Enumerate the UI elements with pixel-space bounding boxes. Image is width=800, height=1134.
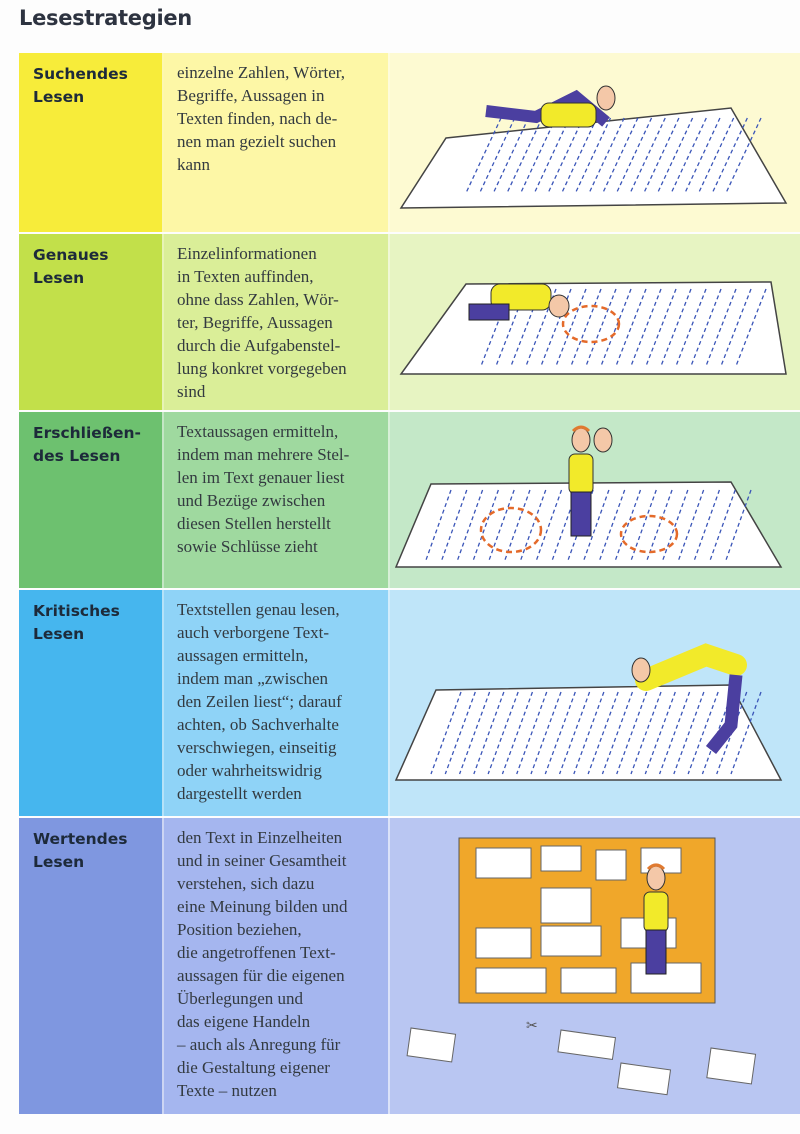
strategy-name-line: Erschließen- (33, 424, 141, 442)
strategy-name-line: Lesen (33, 625, 85, 643)
strategy-row (19, 234, 800, 410)
strategy-name-line: Suchendes (33, 65, 128, 83)
description-line: oder wahrheitswidrig (177, 761, 322, 780)
description-line: ohne dass Zahlen, Wör- (177, 290, 339, 309)
description-line: durch die Aufgabenstel- (177, 336, 341, 355)
description-line: das eigene Handeln (177, 1012, 311, 1031)
description-line: diesen Stellen herstellt (177, 514, 331, 533)
description-line: Textstellen genau lesen, (177, 600, 340, 619)
description-line: in Texten auffinden, (177, 267, 314, 286)
strategy-row (19, 412, 800, 588)
illustration-bending-reader (390, 590, 800, 816)
description-line: und in seiner Gesamtheit (177, 851, 347, 870)
description-line: kann (177, 155, 211, 174)
description-line: Texte – nutzen (177, 1081, 277, 1100)
head (572, 428, 590, 452)
strategy-name (19, 412, 164, 588)
illustration-two-headed-reader (390, 412, 800, 588)
trousers (646, 930, 666, 974)
strategy-name-line: Lesen (33, 269, 85, 287)
strategy-name-line: Wertendes (33, 830, 128, 848)
strategy-name (19, 590, 164, 816)
description-line: auch verborgene Text- (177, 623, 330, 642)
yellow-shirt (644, 892, 668, 932)
description-line: indem man „zwischen (177, 669, 329, 688)
paper-sheet (401, 282, 786, 374)
trousers (469, 304, 509, 320)
yellow-shirt (541, 103, 596, 127)
description-line: nen man gezielt suchen (177, 132, 337, 151)
strategy-name-line: Kritisches (33, 602, 120, 620)
description-line: Position beziehen, (177, 920, 302, 939)
illustration-searching-reader (390, 53, 800, 232)
description-line: ter, Begriffe, Aussagen (177, 313, 333, 332)
note-paper (596, 850, 626, 880)
strategy-name-line: Lesen (33, 853, 85, 871)
page-title: Lesestrategien (19, 6, 192, 30)
description-line: die Gestaltung eigener (177, 1058, 330, 1077)
yellow-shirt (646, 655, 736, 680)
scrap-paper (707, 1048, 756, 1084)
strategy-name (19, 818, 164, 1114)
strategy-description (164, 590, 390, 816)
scrap-paper (407, 1028, 455, 1062)
head (632, 658, 650, 682)
scrap-paper (558, 1030, 616, 1059)
second-head (594, 428, 612, 452)
strategy-description (164, 234, 390, 410)
description-line: Begriffe, Aussagen in (177, 86, 325, 105)
strategy-description (164, 412, 390, 588)
yellow-shirt (569, 454, 593, 494)
note-paper (541, 846, 581, 871)
note-paper (476, 968, 546, 993)
description-line: einzelne Zahlen, Wörter, (177, 63, 345, 82)
strategy-name-line: Lesen (33, 88, 85, 106)
description-line: eine Meinung bilden und (177, 897, 348, 916)
note-paper (561, 968, 616, 993)
strategy-name (19, 53, 164, 232)
description-line: len im Text genauer liest (177, 468, 345, 487)
strategy-row (19, 53, 800, 232)
head (549, 295, 569, 317)
strategy-row (19, 818, 800, 1114)
trousers (571, 492, 591, 536)
scrap-paper (618, 1063, 671, 1095)
reading-strategies-table (19, 53, 800, 1116)
description-line: indem man mehrere Stel- (177, 445, 350, 464)
strategy-row (19, 590, 800, 816)
description-line: und Bezüge zwischen (177, 491, 326, 510)
strategy-name (19, 234, 164, 410)
description-line: aussagen ermitteln, (177, 646, 309, 665)
note-paper (541, 926, 601, 956)
note-paper (476, 848, 531, 878)
description-line: die angetroffenen Text- (177, 943, 336, 962)
description-line: sind (177, 382, 206, 401)
strategy-description (164, 818, 390, 1114)
description-line: Einzelinformationen (177, 244, 317, 263)
description-line: den Zeilen liest“; darauf (177, 692, 342, 711)
description-line: verstehen, sich dazu (177, 874, 315, 893)
head (647, 866, 665, 890)
strategy-name-line: Genaues (33, 246, 109, 264)
note-paper (541, 888, 591, 923)
illustration-board-reader (390, 818, 800, 1114)
description-line: verschwiegen, einseitig (177, 738, 337, 757)
description-line: den Text in Einzelheiten (177, 828, 343, 847)
head (597, 86, 615, 110)
scissors-icon: ✂ (526, 1017, 538, 1033)
description-line: Texten finden, nach de- (177, 109, 338, 128)
note-paper (476, 928, 531, 958)
description-line: aussagen für die eigenen (177, 966, 345, 985)
description-line: achten, ob Sachverhalte (177, 715, 339, 734)
description-line: lung konkret vorgegeben (177, 359, 347, 378)
description-line: Textaussagen ermitteln, (177, 422, 339, 441)
description-line: sowie Schlüsse zieht (177, 537, 318, 556)
illustration-kneeling-reader (390, 234, 800, 410)
strategy-description (164, 53, 390, 232)
description-line: dargestellt werden (177, 784, 302, 803)
description-line: – auch als Anregung für (177, 1035, 341, 1054)
strategy-name-line: des Lesen (33, 447, 121, 465)
description-line: Überlegungen und (177, 989, 304, 1008)
